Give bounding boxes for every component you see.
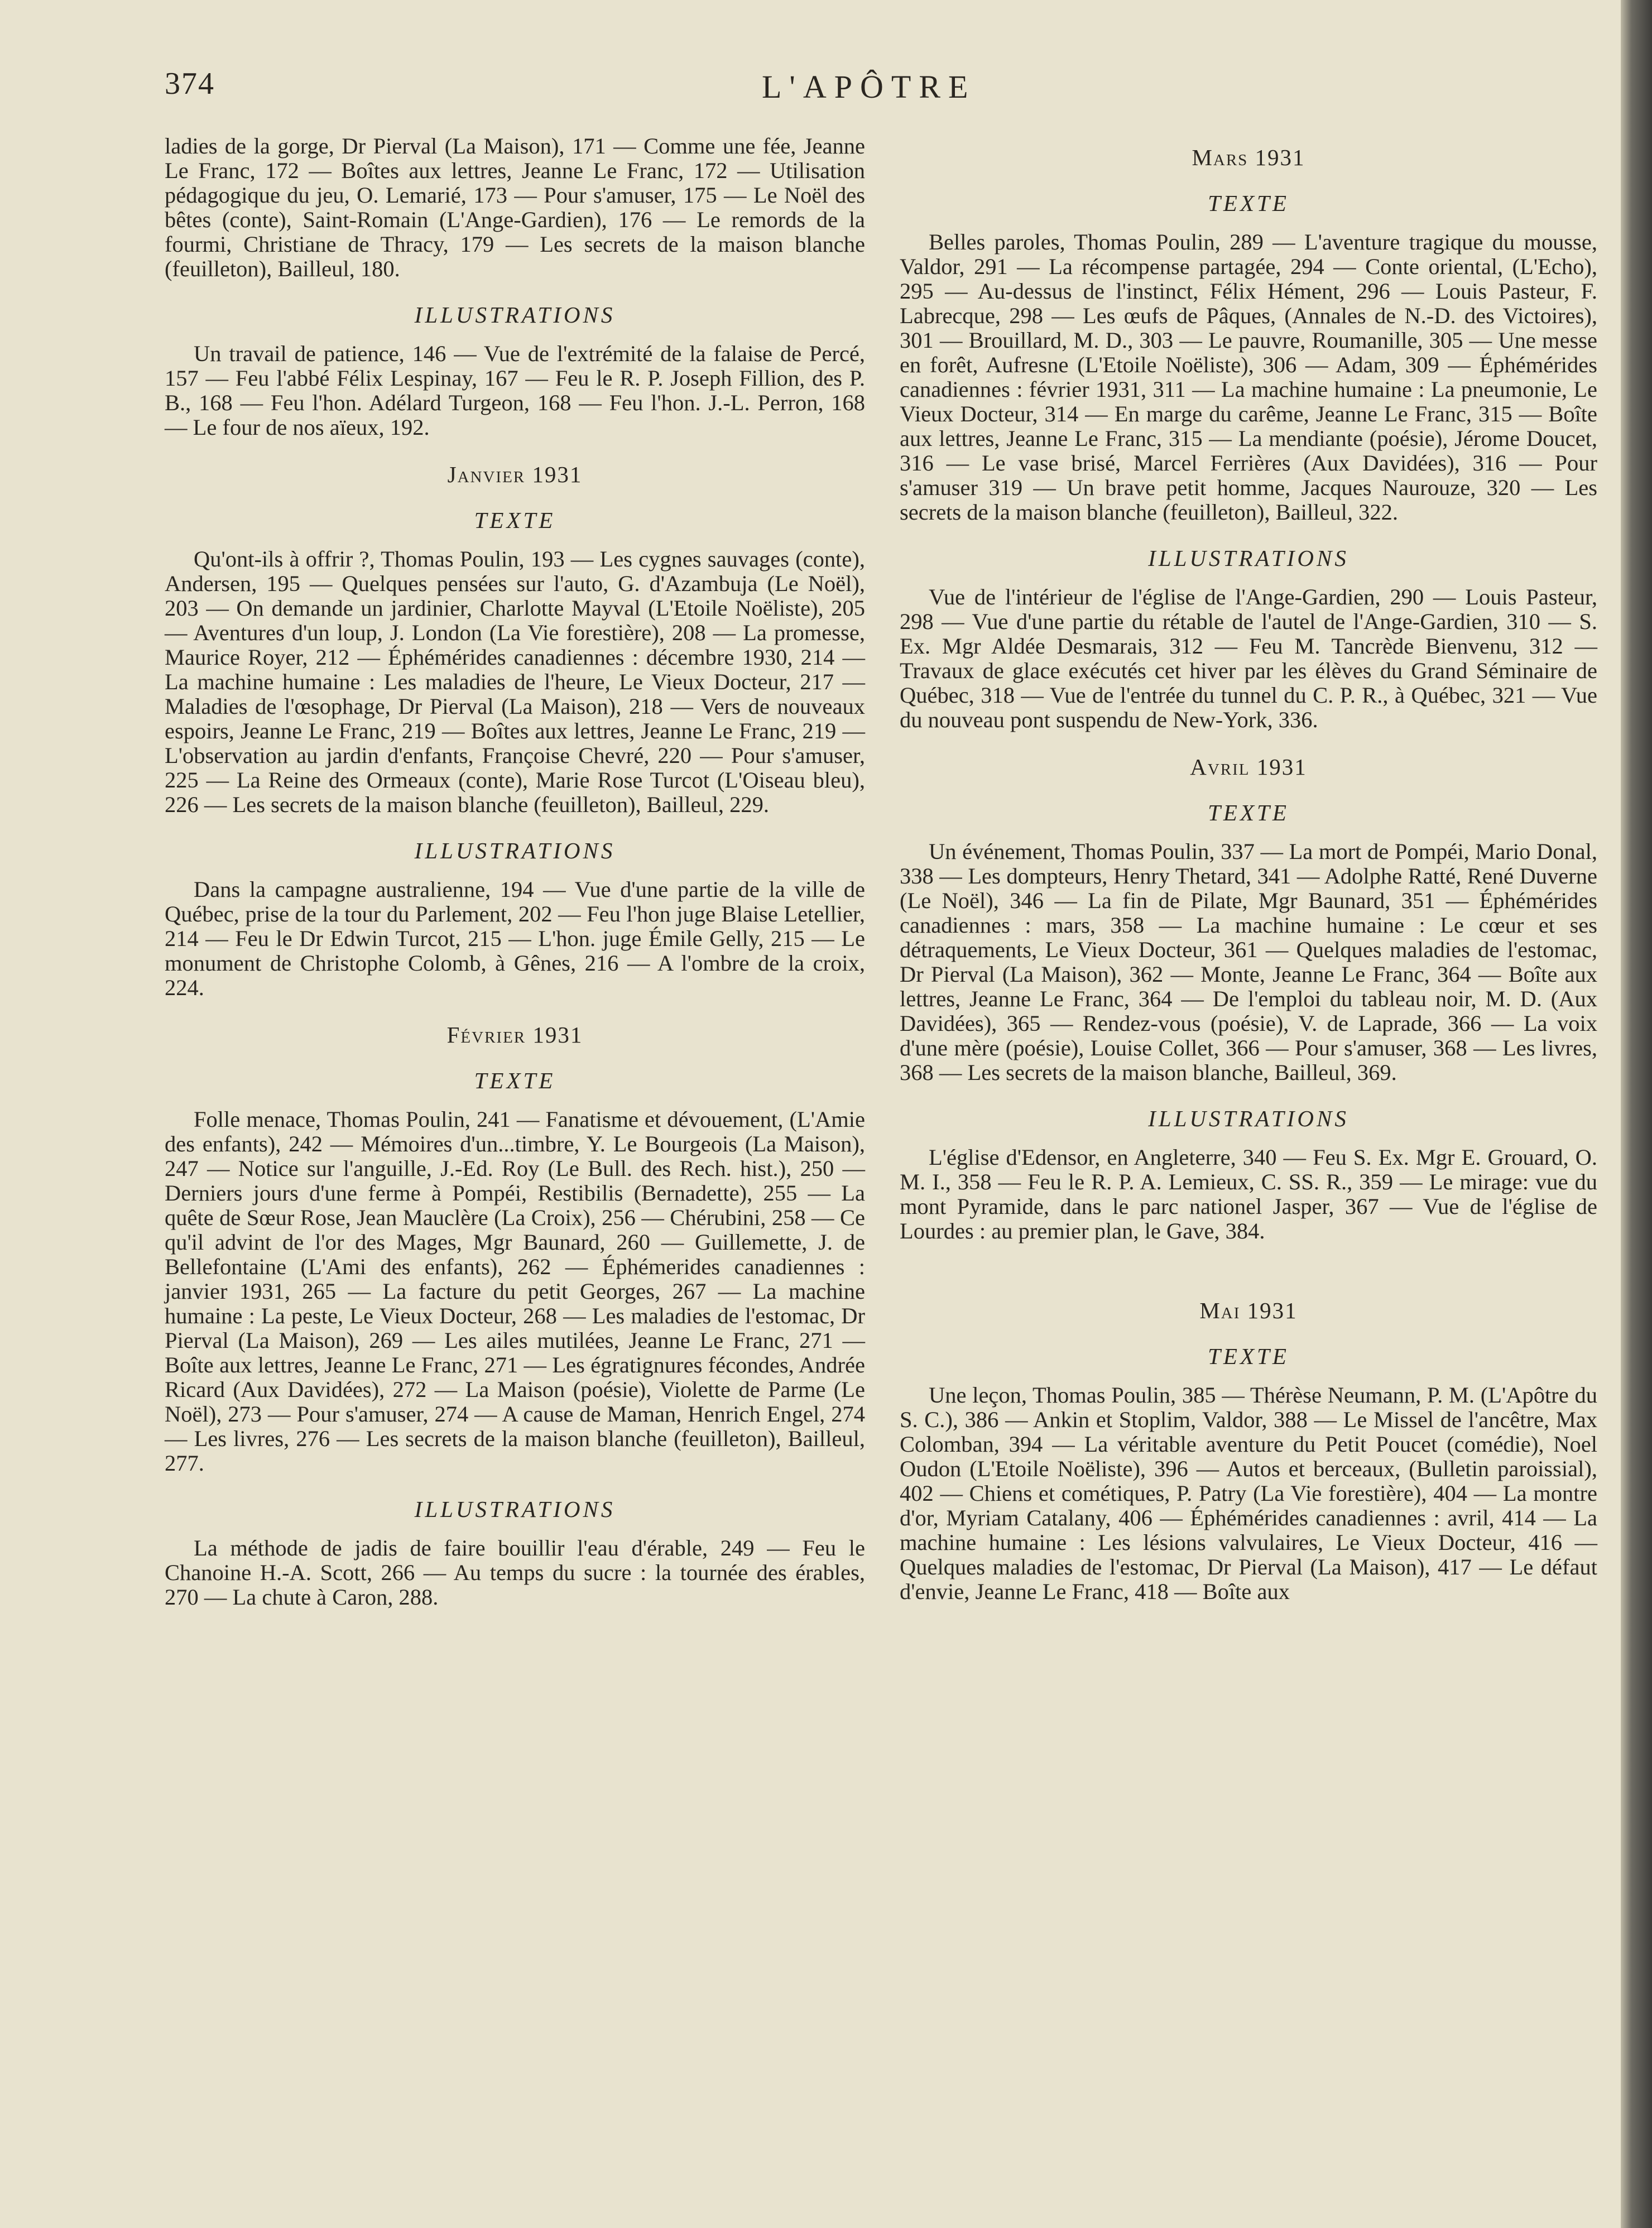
section-heading: ILLUSTRATIONS [1148,545,1349,571]
paragraph: Une leçon, Thomas Poulin, 385 — Thérèse Neumann, P. M. (L'Apôtre du S. C.), 386 — Ankin et Stoplim, Valdor, 388 — Le Missel de l'ancêtre, Max Colomban, 394 — La véritable aventure du Petit Poucet (comédie), Noel Oudon (L'Etoile Noëliste), 396 — Autos et berceaux, (Bulletin paroissial), 402 — Chiens et cométiques, P. Patry (La Vie forestière), 404 — La montre d'or, Myriam Catalany, 406 — Éphémérides canadiennes : avril, 414 — La machine humaine : Les lésions valvulaires, Le Vieux Docteur, 416 — Quelques maladies de l'estomac, Dr Pierval (La Maison), 417 — Le défaut d'envie, Jeanne Le Franc, 418 — Boîte aux [900,1382,1597,1604]
section-heading: TEXTE [474,1068,556,1093]
section-heading: ILLUSTRATIONS [414,1496,616,1522]
section-heading: ILLUSTRATIONS [414,302,616,328]
month-heading: Mars 1931 [1192,145,1305,170]
right-column [900,140,1597,1604]
section-heading: TEXTE [1208,800,1289,825]
paragraph: Un travail de patience, 146 — Vue de l'extrémité de la falaise de Percé, 157 — Feu l'abbé Félix Lespinay, 167 — Feu le R. P. Joseph Fillion, des P. B., 168 — Feu l'hon. Adélard Turgeon, 168 — Feu l'hon. J.-L. Perron, 168 — Le four de nos aïeux, 192. [165,341,865,440]
paragraph: Dans la campagne australienne, 194 — Vue d'une partie de la ville de Québec, prise de la tour du Parlement, 202 — Feu l'hon juge Blaise Letellier, 214 — Feu le Dr Edwin Turcot, 215 — L'hon. juge Émile Gelly, 215 — Le monument de Christophe Colomb, à Gênes, 216 — A l'ombre de la croix, 224. [165,877,865,1000]
section-heading: ILLUSTRATIONS [414,838,616,863]
paragraph: ladies de la gorge, Dr Pierval (La Maison), 171 — Comme une fée, Jeanne Le Franc, 172 — Boîtes aux lettres, Jeanne Le Franc, 172 — Utilisation pédagogique du jeu, O. Lemarié, 173 — Pour s'amuser, 175 — Le Noël des bêtes (conte), Saint-Romain (L'Ange-Gardien), 176 — Le remords de la fourmi, Christiane de Thracy, 179 — Les secrets de la maison blanche (feuilleton), Bailleul, 180. [165,133,865,281]
month-heading: Janvier 1931 [447,462,583,487]
page-number: 374 [165,66,215,101]
paragraph: Folle menace, Thomas Poulin, 241 — Fanatisme et dévouement, (L'Amie des enfants), 242 — Mémoires d'un...timbre, Y. Le Bourgeois (La Maison), 247 — Notice sur l'anguille, J.-Ed. Roy (Le Bull. des Rech. hist.), 250 — Derniers jours d'une ferme à Pompéi, Restibilis (Bernadette), 255 — La quête de Sœur Rose, Jean Mauclère (La Croix), 256 — Chérubini, 258 — Ce qu'il advint de l'or des Mages, Mgr Baunard, 260 — Guillemette, J. de Bellefontaine (L'Ami des enfants), 262 — Éphémerides canadiennes : janvier 1931, 265 — La facture du petit Georges, 267 — La machine humaine : La peste, Le Vieux Docteur, 268 — Les maladies de l'estomac, Dr Pierval (La Maison), 269 — Les ailes mutilées, Jeanne Le Franc, 271 — Boîte aux lettres, Jeanne Le Franc, 271 — Les égratignures fécondes, Andrée Ricard (Aux Davidées), 272 — La Maison (poésie), Violette de Parme (Le Noël), 273 — Pour s'amuser, 274 — A cause de Maman, Henrich Engel, 274 — Les livres, 276 — Les secrets de la maison blanche (feuilleton), Bailleul, 277. [165,1107,865,1476]
section-heading: TEXTE [1208,1343,1289,1369]
month-heading: Mai 1931 [1199,1298,1298,1323]
paragraph: La méthode de jadis de faire bouillir l'eau d'érable, 249 — Feu le Chanoine H.-A. Scott, 266 — Au temps du sucre : la tournée des érables, 270 — La chute à Caron, 288. [165,1535,865,1610]
page-edge [1621,0,1652,2228]
section-heading: ILLUSTRATIONS [1148,1106,1349,1131]
section-heading: TEXTE [474,507,556,533]
paragraph: Vue de l'intérieur de l'église de l'Ange-Gardien, 290 — Louis Pasteur, 298 — Vue d'une partie du rétable de l'autel de l'Ange-Gardien, 310 — S. Ex. Mgr Aldée Desmarais, 312 — Feu M. Tancrède Bienvenu, 312 — Travaux de glace exécutés cet hiver par les élèves du Grand Séminaire de Québec, 318 — Vue de l'entrée du tunnel du C. P. R., à Québec, 321 — Vue du nouveau pont suspendu de New-York, 336. [900,584,1597,732]
paragraph: Belles paroles, Thomas Poulin, 289 — L'aventure tragique du mousse, Valdor, 291 — La récompense partagée, 294 — Conte oriental, (L'Echo), 295 — Au-dessus de l'instinct, Félix Hément, 296 — Louis Pasteur, F. Labrecque, 298 — Les œufs de Pâques, (Annales de N.-D. des Victoires), 301 — Brouillard, M. D., 303 — Le pauvre, Roumanille, 305 — Une messe en forêt, Aufresne (L'Etoile Noëliste), 306 — Adam, 309 — Éphémérides canadiennes : février 1931, 311 — La machine humaine : La pneumonie, Le Vieux Docteur, 314 — En marge du carême, Jeanne Le Franc, 315 — Boîte aux lettres, Jeanne Le Franc, 315 — La mendiante (poésie), Jérome Doucet, 316 — Le vase brisé, Marcel Ferrières (Aux Davidées), 316 — Pour s'amuser 319 — Un brave petit homme, Jacques Naurouze, 320 — Les secrets de la maison blanche (feuilleton), Bailleul, 322. [900,229,1597,525]
left-column [165,134,865,1610]
paragraph: L'église d'Edensor, en Angleterre, 340 — Feu S. Ex. Mgr E. Grouard, O. M. I., 358 — Feu le R. P. A. Lemieux, C. SS. R., 359 — Le mirage: vue du mont Pyramide, dans le parc nationel Jasper, 367 — Vue de l'église de Lourdes : au premier plan, le Gave, 384. [900,1145,1597,1243]
paragraph: Un événement, Thomas Poulin, 337 — La mort de Pompéi, Mario Donal, 338 — Les dompteurs, Henry Thetard, 341 — Adolphe Ratté, René Duverne (Le Noël), 346 — La fin de Pilate, Mgr Baunard, 351 — Éphémérides canadiennes : mars, 358 — La machine humaine : Le cœur et ses détraquements, Le Vieux Docteur, 361 — Quelques maladies de l'estomac, Dr Pierval (La Maison), 362 — Monte, Jeanne Le Franc, 364 — Boîte aux lettres, Jeanne Le Franc, 364 — De l'emploi du tableau noir, M. D. (Aux Davidées), 365 — Rendez-vous (poésie), V. de Laprade, 366 — La voix d'une mère (poésie), Louise Collet, 366 — Pour s'amuser, 368 — Les livres, 368 — Les secrets de la maison blanche, Bailleul, 369. [900,839,1597,1085]
month-heading: Avril 1931 [1190,754,1307,780]
running-title: L'APÔTRE [762,69,976,105]
paragraph: Qu'ont-ils à offrir ?, Thomas Poulin, 193 — Les cygnes sauvages (conte), Andersen, 195 — Quelques pensées sur l'auto, G. d'Azambuja (Le Noël), 203 — On demande un jardinier, Charlotte Mayval (L'Etoile Noëliste), 205 — Aventures d'un loup, J. London (La Vie forestière), 208 — La promesse, Maurice Royer, 212 — Éphémérides canadiennes : décembre 1930, 214 — La machine humaine : Les maladies de l'heure, Le Vieux Docteur, 217 — Maladies de l'œsophage, Dr Pierval (La Maison), 218 — Vers de nouveaux espoirs, Jeanne Le Franc, 219 — Boîtes aux lettres, Jeanne Le Franc, 219 — L'observation au jardin d'enfants, Françoise Chevré, 220 — Pour s'amuser, 225 — La Reine des Ormeaux (conte), Marie Rose Turcot (L'Oiseau bleu), 226 — Les secrets de la maison blanche (feuilleton), Bailleul, 229. [165,546,865,817]
section-heading: TEXTE [1208,190,1289,216]
month-heading: Février 1931 [446,1022,583,1048]
